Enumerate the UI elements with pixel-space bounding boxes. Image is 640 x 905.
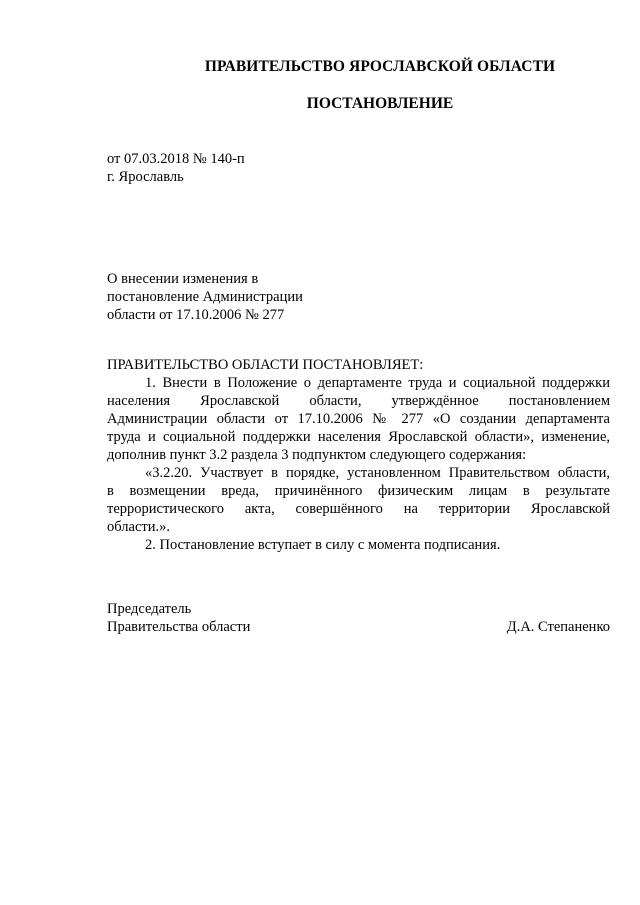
paragraph-2: 2. Постановление вступает в силу с момента подписания. <box>145 537 501 553</box>
quote-line: области.». <box>107 519 170 535</box>
paragraph-1-line: труда и социальной поддержки населения Ярославской области», изменение, <box>107 429 610 445</box>
signer-row <box>107 618 610 636</box>
subject-line: области от 17.10.2006 № 277 <box>107 307 285 323</box>
quote-line: террористического акта, совершённого на территории Ярославской <box>107 501 610 517</box>
paragraph-1-line: 1. Внести в Положение о департаменте труда и социальной поддержки <box>145 375 610 391</box>
signer-title-line-1: Председатель <box>107 601 192 617</box>
subject-line: постановление Администрации <box>107 289 303 305</box>
preamble: ПРАВИТЕЛЬСТВО ОБЛАСТИ ПОСТАНОВЛЯЕТ: <box>107 357 424 373</box>
subject-line: О внесении изменения в <box>107 271 259 287</box>
organization-title: ПРАВИТЕЛЬСТВО ЯРОСЛАВСКОЙ ОБЛАСТИ <box>204 58 556 75</box>
quote-line: «3.2.20. Участвует в порядке, установленном Правительством области, <box>145 465 610 481</box>
document-subject <box>107 270 407 324</box>
paragraph-1-line: Администрации области от 17.10.2006 № 277 «О создании департамента <box>107 411 610 427</box>
document-city: г. Ярославль <box>107 169 184 185</box>
document-body <box>107 356 610 554</box>
document-date-number: от 07.03.2018 № 140-п <box>107 151 245 167</box>
paragraph-1-line: дополнив пункт 3.2 раздела 3 подпунктом следующего содержания: <box>107 447 527 463</box>
document-type-title: ПОСТАНОВЛЕНИЕ <box>306 95 454 112</box>
quote-line: в возмещении вреда, причинённого физическим лицам в результате <box>107 483 610 499</box>
paragraph-1-line: населения Ярославской области, утверждённое постановлением <box>107 393 610 409</box>
signer-title-line-2: Правительства области <box>107 619 251 635</box>
signer-name: Д.А. Степаненко <box>506 619 610 635</box>
signature-block <box>107 600 610 636</box>
